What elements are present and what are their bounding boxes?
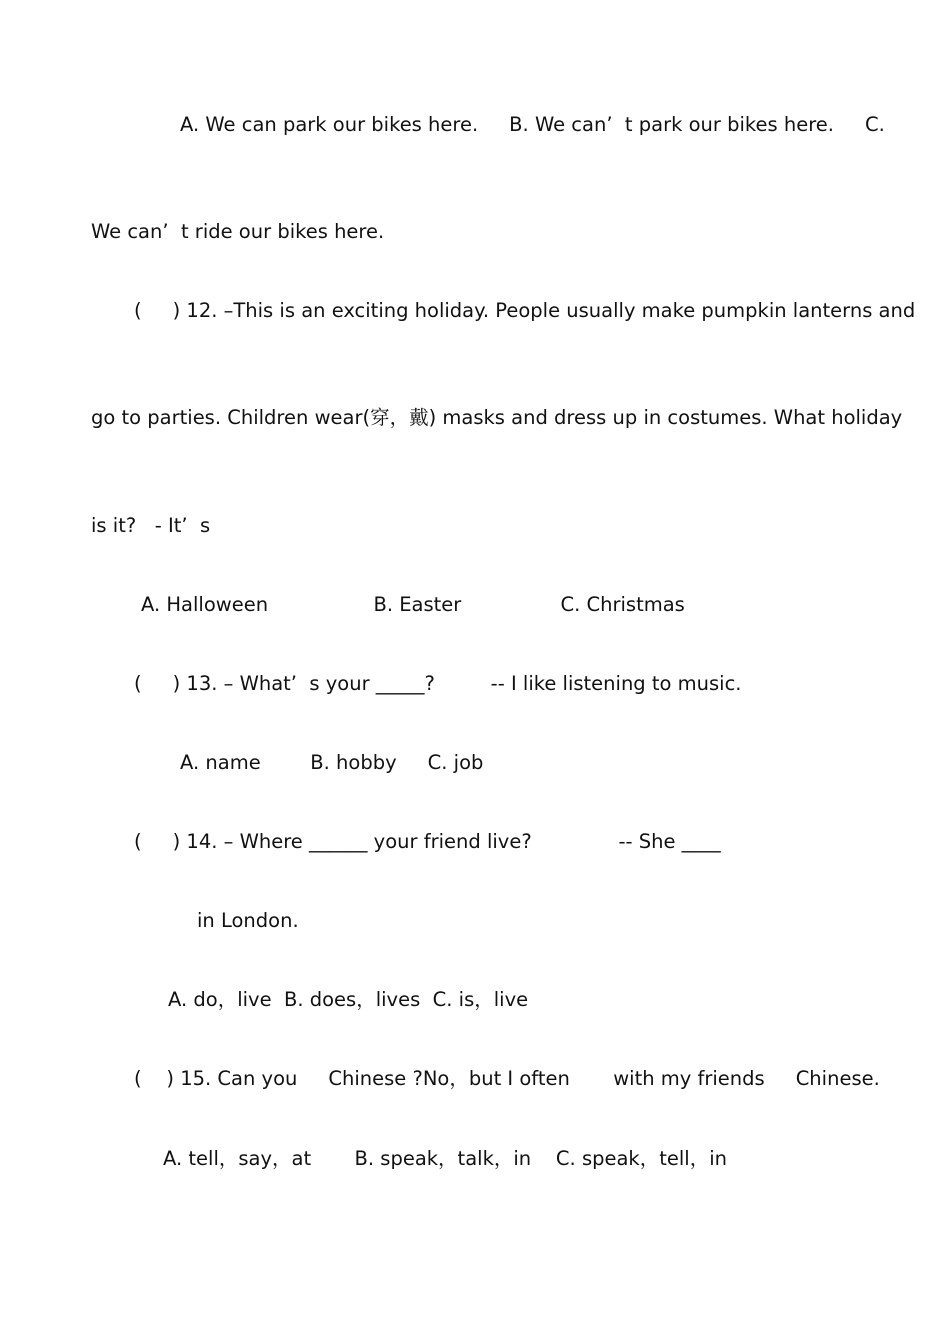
- q15-options: A. tell，say，at B. speak，talk，in C. speak，tell，in: [163, 1147, 727, 1170]
- q13-question: ( ) 13. – What’ s your _____? -- I like listening to music.: [134, 672, 742, 695]
- q11-options-line-2: We can’ t ride our bikes here.: [91, 220, 385, 243]
- q12-question-line-3: is it? - It’ s: [91, 514, 211, 537]
- q14-question-line-1: ( ) 14. – Where ______ your friend live? -- She ____: [134, 830, 721, 853]
- q13-options: A. name B. hobby C. job: [180, 751, 484, 774]
- q11-options-line-1: A. We can park our bikes here. B. We can’ t park our bikes here. C.: [180, 113, 885, 136]
- q15-question: ( ) 15. Can you Chinese ?No，but I often with my friends Chinese.: [134, 1067, 880, 1090]
- q14-question-line-2: in London.: [197, 909, 299, 932]
- q14-options: A. do，live B. does，lives C. is，live: [168, 988, 529, 1011]
- q12-question-line-2: go to parties. Children wear(穿，戴) masks and dress up in costumes. What holiday: [91, 406, 903, 429]
- q12-question-line-1: ( ) 12. –This is an exciting holiday. People usually make pumpkin lanterns and: [134, 299, 916, 322]
- q12-options: A. Halloween B. Easter C. Christmas: [141, 593, 685, 616]
